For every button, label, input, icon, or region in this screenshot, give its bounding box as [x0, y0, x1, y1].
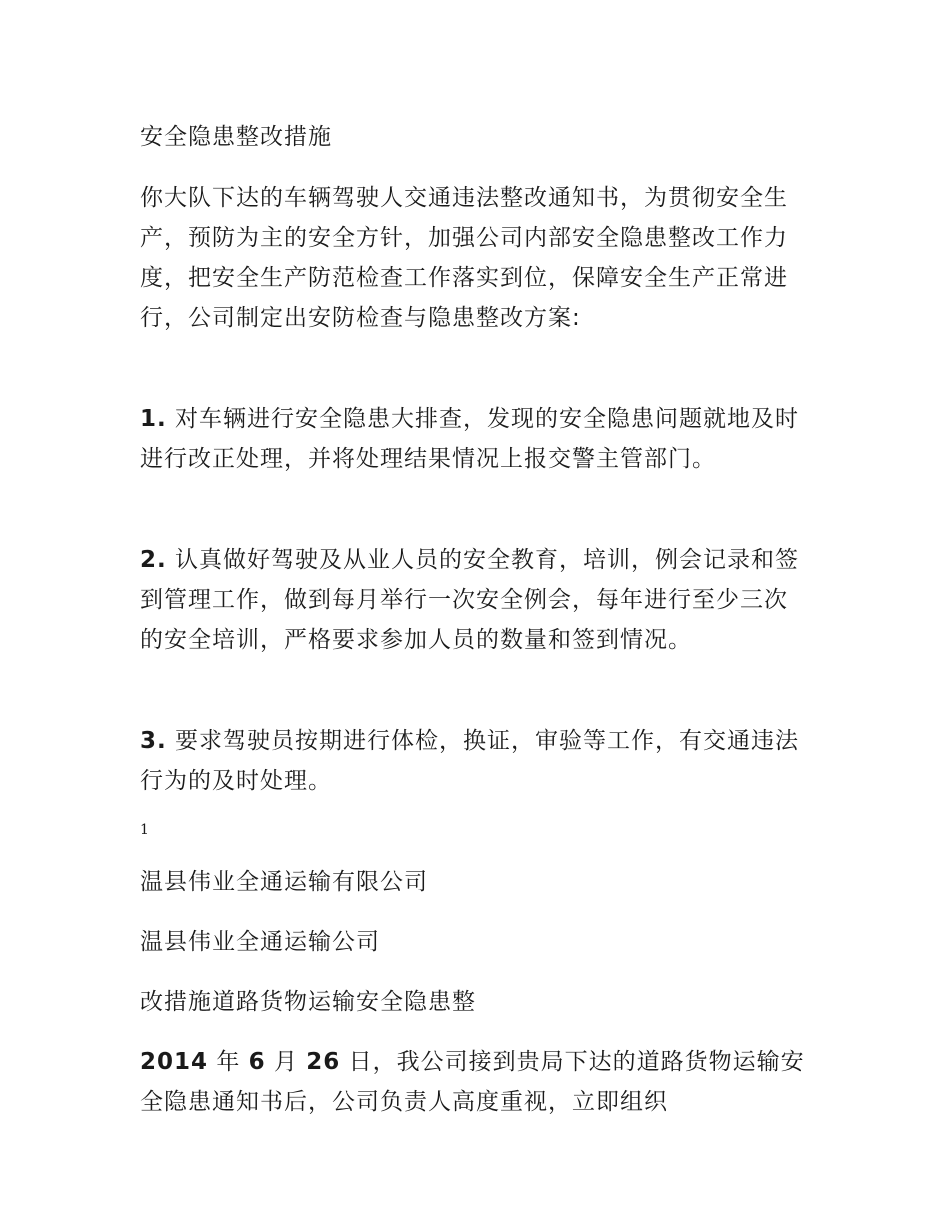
item-text: 要求驾驶员按期进行体检，换证，审验等工作，有交通违法行为的及时处理。 — [140, 728, 800, 794]
date-year: 2014 — [140, 1049, 209, 1075]
item-number: 3. — [140, 728, 167, 754]
list-item — [140, 540, 810, 660]
document-title: 安全隐患整改措施 — [140, 124, 332, 150]
item-number: 1. — [140, 406, 167, 432]
date-day: 26 — [306, 1049, 341, 1075]
paragraph-text: 日，我公司接到贵局下达的道路货物运输安全隐患通知书后，公司负责人高度重视，立即组织 — [140, 1049, 805, 1115]
item-number: 2. — [140, 547, 167, 573]
item-text: 认真做好驾驶及从业人员的安全教育，培训，例会记录和签到管理工作，做到每月举行一次安全例会，每年进行至少三次的安全培训，严格要求参加人员的数量和签到情况。 — [140, 547, 800, 653]
list-item — [140, 399, 810, 479]
list-item — [140, 721, 810, 801]
section-title: 改措施道路货物运输安全隐患整 — [140, 989, 476, 1015]
item-text: 对车辆进行安全隐患大排查，发现的安全隐患问题就地及时进行改正处理，并将处理结果情况上报交警主管部门。 — [140, 406, 800, 472]
date-year-unit: 年 — [208, 1049, 249, 1075]
intro-paragraph: 你大队下达的车辆驾驶人交通违法整改通知书，为贯彻安全生产，预防为主的安全方针，加强公司内部安全隐患整改工作力度，把安全生产防范检查工作落实到位，保障安全生产正常进行，公司制定出安防检查与隐患整改方案: — [140, 185, 788, 331]
date-month-unit: 月 — [265, 1049, 307, 1075]
company-full-name: 温县伟业全通运输有限公司 — [140, 869, 428, 895]
date-month: 6 — [248, 1049, 266, 1075]
second-paragraph — [140, 1042, 810, 1122]
page-number: 1 — [140, 822, 149, 838]
company-short-name: 温县伟业全通运输公司 — [140, 929, 380, 955]
